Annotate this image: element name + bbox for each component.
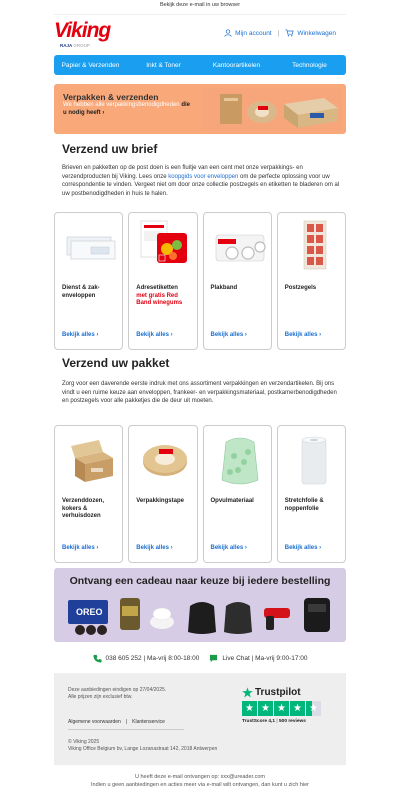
product-card-label: Verzenddozen, kokers & verhuisdozen	[62, 498, 105, 519]
section-letter-intro: Brieven en pakketten op de post doen is een fluitje van een cent met onze verpakkings- en verzendproducten bij Viking. Lees onze koopgids voor enveloppen om de perfecte oplossing voor uw correspondentie te vinden. Vergeet niet om door onze collectie postzegels en etiketten te bladeren om al uw postbenodigdheden in huis te halen.	[62, 165, 340, 197]
trustpilot-widget[interactable]	[242, 687, 328, 724]
cart-link[interactable]	[285, 29, 336, 37]
phone-text: 038 605 252 | Ma-vrij 8:00-18:00	[105, 654, 200, 662]
contact-bar	[54, 651, 346, 665]
chat-text: Live Chat | Ma-vrij 9:00-17:00	[222, 654, 308, 662]
trustpilot-logo: Trustpilot	[242, 687, 328, 698]
view-all-link[interactable]: Bekijk alles ›	[210, 545, 247, 551]
live-chat-contact[interactable]	[209, 654, 307, 663]
view-all-link[interactable]: Bekijk alles ›	[62, 332, 99, 338]
envelope-guide-link[interactable]: koopgids voor enveloppen	[168, 173, 239, 180]
product-card-labels[interactable]	[128, 212, 197, 350]
nav-item-kantoorartikelen[interactable]: Kantoorartikelen	[212, 61, 261, 69]
nav-item-papier-verzenden[interactable]: Papier & Verzenden	[61, 61, 120, 69]
parcel-product-cards	[54, 425, 346, 563]
unsubscribe-notice	[0, 773, 400, 789]
section-title-parcel: Verzend uw pakket	[62, 356, 170, 370]
rating-star-icon: ★	[242, 701, 257, 716]
trustpilot-rating-stars	[242, 701, 328, 716]
account-link[interactable]	[224, 29, 272, 37]
gift-promo-banner[interactable]	[54, 568, 346, 642]
product-card-label: Stretchfolie & noppenfolie	[284, 498, 324, 512]
view-all-link[interactable]: Bekijk alles ›	[210, 332, 247, 338]
product-card-label: Opvulmateriaal	[210, 498, 254, 504]
gift-products-image	[58, 592, 342, 638]
letter-product-cards	[54, 212, 346, 350]
phone-icon	[93, 654, 102, 663]
user-icon	[224, 29, 232, 37]
gift-banner-title: Ontvang een cadeau naar keuze bij iedere bestelling	[69, 575, 331, 587]
product-card-stretch-film[interactable]	[277, 425, 346, 563]
view-all-link[interactable]: Bekijk alles ›	[136, 545, 173, 551]
hero-banner[interactable]	[54, 84, 346, 134]
unsubscribe-text[interactable]: Indien u geen aanbiedingen en acties meer via e-mail wilt ontvangen, dan kunt u zich hier	[91, 782, 309, 788]
stretch-film-image	[284, 432, 344, 490]
product-card-packing-tape[interactable]	[128, 425, 197, 563]
product-card-fill-material[interactable]	[203, 425, 272, 563]
section-parcel-intro: Zorg voor een daverende eerste indruk met ons assortiment verpakkingen en verzendartikelen. Bij ons vindt u een ruime keuze aan enveloppen, frankeer- en verpakkingsmateriaal, postkamerbenodigdheden en postzegels voor alle pakketjes die de deur uit moeten.	[62, 381, 337, 404]
trustpilot-score: TrustScore 4,1 | 500 reviews	[242, 719, 306, 724]
header: Viking RAJA GROUP Mijn account | Winkelwagen	[54, 14, 346, 50]
product-card-stamps[interactable]	[277, 212, 346, 350]
promo-text: met gratis Red Band winegums	[136, 292, 183, 306]
account-label: Mijn account	[235, 29, 272, 37]
section-title-letter: Verzend uw brief	[62, 142, 158, 156]
view-all-link[interactable]: Bekijk alles ›	[62, 545, 99, 551]
view-all-link[interactable]: Bekijk alles ›	[284, 332, 322, 338]
boxes-image	[61, 432, 121, 490]
view-all-link[interactable]: Bekijk alles ›	[136, 332, 173, 338]
packaging-products-image	[202, 88, 342, 130]
hero-text: We hebben alle verpakkingsbenodigdheden die u nodig heeft ›	[63, 102, 190, 116]
labels-image	[135, 219, 195, 277]
product-card-label: Plakband	[210, 285, 238, 291]
fill-material-image	[210, 432, 270, 490]
company-info: © Viking 2025 Viking Office Belgium bv, Lange Lozanastraat 142, 2018 Antwerpen	[68, 739, 218, 752]
rating-star-icon: ★	[274, 701, 289, 716]
rating-star-icon: ★	[258, 701, 273, 716]
footer-links: Algemene voorwaarden | Klantenservice	[68, 719, 165, 725]
cart-icon	[285, 29, 294, 37]
stamps-image	[284, 219, 344, 277]
product-card-label: Dienst & zak-enveloppen	[62, 285, 100, 299]
nav-item-technologie[interactable]: Technologie	[292, 61, 327, 69]
hero-title: Verpakken & verzenden	[63, 92, 159, 102]
footer	[54, 673, 346, 765]
view-in-browser-link[interactable]: Bekijk deze e-mail in uw browser	[159, 2, 241, 8]
logo-wordmark: Viking	[54, 19, 111, 42]
terms-link[interactable]: Algemene voorwaarden	[68, 719, 121, 725]
product-card-label: Adresetiketten met gratis Red Band winegums	[136, 285, 183, 306]
product-card-label: Verpakkingstape	[136, 498, 184, 504]
footer-divider	[68, 729, 184, 730]
raja-group-label: RAJA GROUP	[60, 43, 90, 48]
rating-star-partial-icon: ★	[306, 701, 321, 716]
viking-logo[interactable]	[54, 19, 124, 51]
view-all-link[interactable]: Bekijk alles ›	[284, 545, 322, 551]
nav-item-inkt-toner[interactable]: Inkt & Toner	[146, 61, 181, 69]
cart-label: Winkelwagen	[297, 29, 336, 37]
product-card-tape[interactable]	[203, 212, 272, 350]
chat-icon	[209, 654, 218, 663]
rating-star-icon: ★	[290, 701, 305, 716]
packing-tape-image	[135, 432, 195, 490]
svg-text:OREO: OREO	[76, 607, 103, 617]
customer-service-link[interactable]: Klantenservice	[132, 719, 165, 725]
product-card-label: Postzegels	[284, 285, 317, 291]
tape-image	[210, 219, 270, 277]
product-card-boxes[interactable]	[54, 425, 123, 563]
product-card-envelopes[interactable]	[54, 212, 123, 350]
main-nav	[54, 55, 346, 75]
recipient-notice: U heeft deze e-mail ontvangen op: xxx@ureader.com	[134, 774, 265, 780]
trustpilot-star-icon	[242, 687, 253, 698]
phone-contact[interactable]	[93, 654, 200, 663]
envelopes-image	[61, 219, 121, 277]
validity-note: Deze aanbiedingen eindigen op 27/04/2025. Alle prijzen zijn exclusief btw.	[68, 687, 167, 700]
